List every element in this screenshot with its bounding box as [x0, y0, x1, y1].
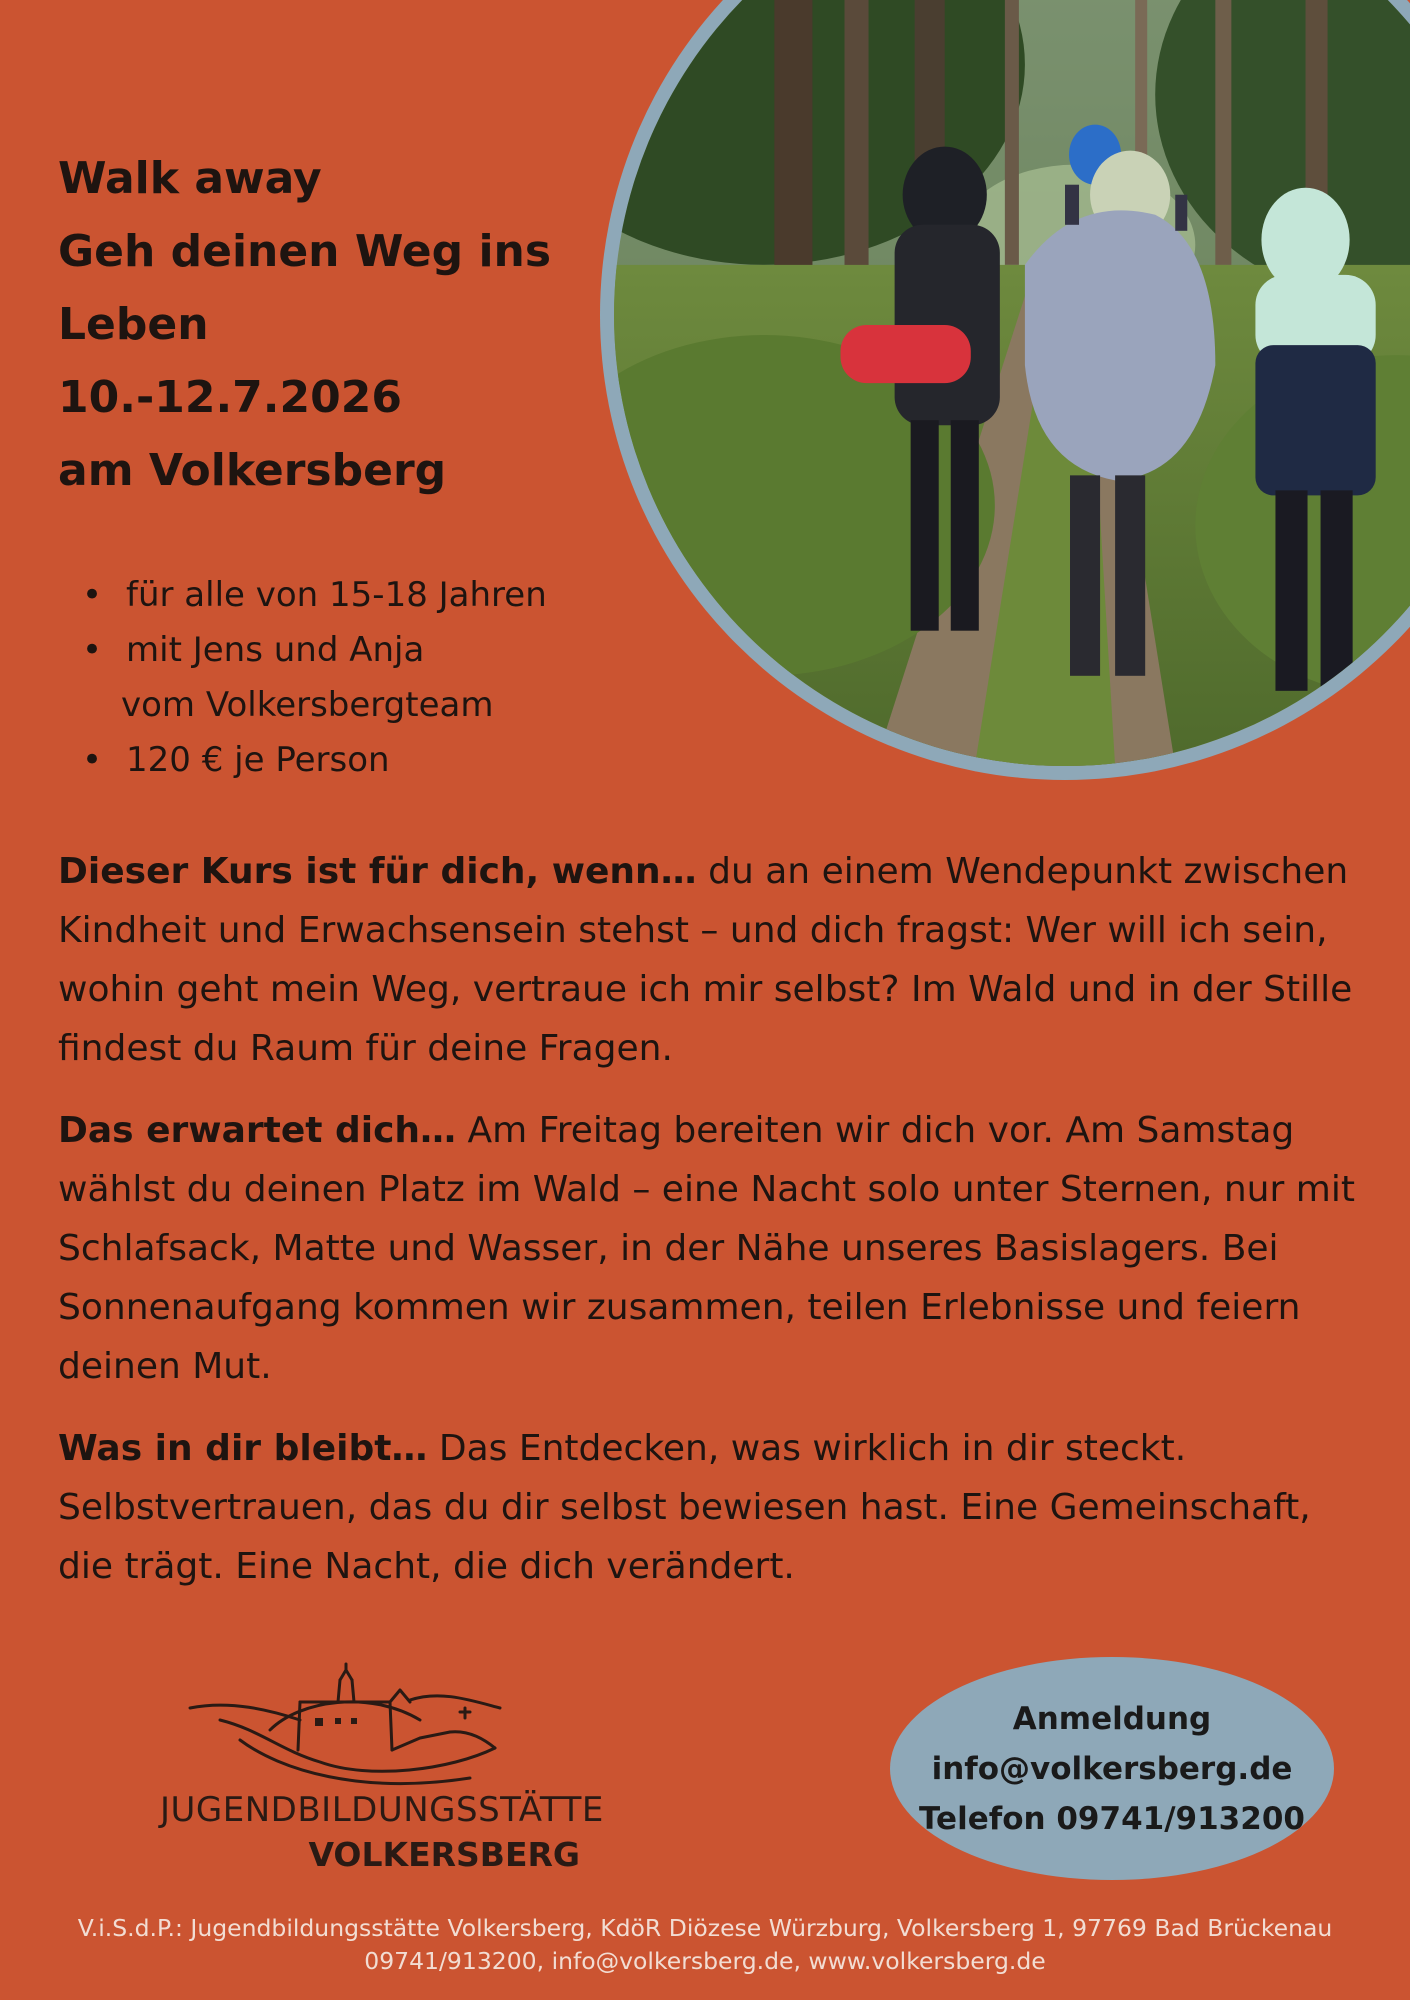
photo-frame	[600, 0, 1410, 780]
paragraph-remains	[58, 1419, 1358, 1596]
title-line-3: Leben	[58, 299, 209, 350]
forest-hikers-photo	[614, 0, 1410, 766]
title-line-1: Walk away	[58, 153, 322, 204]
event-title	[58, 142, 551, 507]
imprint-line-2: 09741/913200, info@volkersberg.de, www.volkersberg.de	[364, 1947, 1046, 1975]
paragraph-remains-lead: Was in dir bleibt…	[58, 1428, 428, 1469]
fact-leaders-continued	[78, 678, 547, 733]
bullet-icon: •	[82, 740, 103, 780]
fact-age-text: für alle von 15-18 Jahren	[126, 575, 547, 615]
registration-phone[interactable]: Telefon 09741/913200	[919, 1800, 1305, 1837]
imprint-line-1: V.i.S.d.P.: Jugendbildungsstätte Volkersberg, KdöR Diözese Würzburg, Volkersberg 1, 97769 Bad Brückenau	[77, 1914, 1333, 1942]
imprint-footer	[0, 1912, 1410, 1978]
title-date: 10.-12.7.2026	[58, 372, 402, 423]
paragraph-who-lead: Dieser Kurs ist für dich, wenn…	[58, 851, 697, 892]
registration-email[interactable]: info@volkersberg.de	[931, 1750, 1293, 1787]
bullet-icon: •	[82, 575, 103, 615]
paragraph-expect-lead: Das erwartet dich…	[58, 1110, 457, 1151]
title-line-2: Geh deinen Weg ins	[58, 226, 552, 277]
fact-leaders-team-text: vom Volkersbergteam	[121, 685, 494, 725]
fact-price-text: 120 € je Person	[126, 740, 390, 780]
registration-box	[890, 1657, 1334, 1880]
fact-leaders-text: mit Jens und Anja	[126, 630, 425, 670]
paragraph-expect	[58, 1101, 1358, 1396]
title-location: am Volkersberg	[58, 445, 447, 496]
bullet-icon: •	[82, 630, 103, 670]
fact-age	[78, 568, 547, 623]
paragraph-who-text: du an einem Wendepunkt zwischen Kindheit und Erwachsensein stehst – und dich fragst: Wer will ich sein, wohin geht mein Weg, vertraue ich mir selbst? Im Wald und in der Stille findest du Raum für deine Fragen.	[58, 851, 1353, 1069]
fact-leaders	[78, 623, 547, 678]
paragraph-who	[58, 842, 1358, 1078]
forest-hikers-illustration	[614, 0, 1410, 766]
registration-label: Anmeldung	[1012, 1700, 1212, 1737]
description	[58, 842, 1358, 1619]
paragraph-expect-text: Am Freitag bereiten wir dich vor. Am Samstag wählst du deinen Platz im Wald – eine Nacht solo unter Sternen, nur mit Schlafsack, Matte und Wasser, in der Nähe unseres Basislagers. Bei Sonnenaufgang kommen wir zusammen, teilen Erlebnisse und feiern deinen Mut.	[58, 1110, 1355, 1387]
fact-price	[78, 733, 547, 788]
event-facts-list	[78, 568, 547, 788]
logo-text-line-2: VOLKERSBERG	[308, 1835, 580, 1874]
paragraph-remains-text: Das Entdecken, was wirklich in dir steckt. Selbstvertrauen, das du dir selbst bewiesen hast. Eine Gemeinschaft, die trägt. Eine Nacht, die dich verändert.	[58, 1428, 1311, 1587]
logo-text-line-1: JUGENDBILDUNGSSTÄTTE	[160, 1790, 604, 1830]
